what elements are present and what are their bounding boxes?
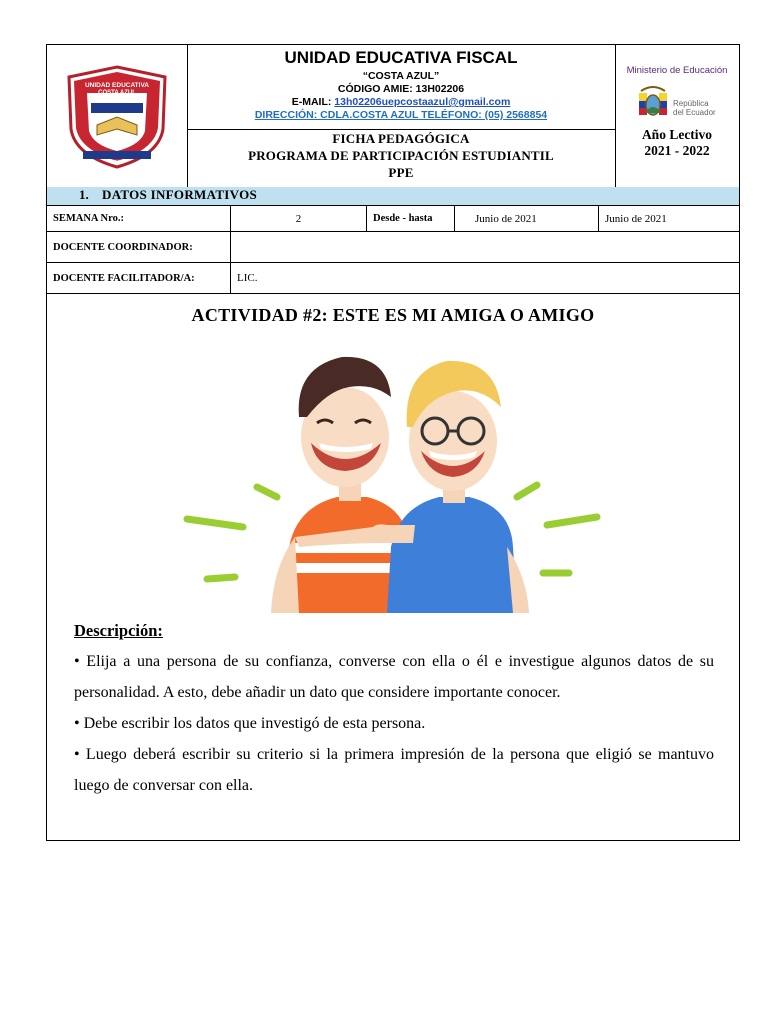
document-frame bbox=[46, 44, 740, 841]
description-title: Descripción: bbox=[74, 621, 163, 640]
coordinador-label: DOCENTE COORDINADOR: bbox=[47, 232, 231, 262]
republica-label bbox=[673, 99, 716, 117]
ficha-block bbox=[187, 130, 615, 181]
ano-lectivo bbox=[615, 127, 739, 159]
logo-text-2: COSTA AZUL bbox=[98, 90, 136, 96]
school-crest-icon bbox=[47, 45, 187, 187]
email-line bbox=[187, 96, 615, 108]
coordinador-value bbox=[231, 232, 739, 262]
ministry-cell bbox=[615, 45, 739, 187]
republica-line-1: República bbox=[673, 99, 709, 108]
datos-informativos-header bbox=[47, 187, 739, 206]
ecuador-coat-of-arms-icon bbox=[635, 83, 671, 123]
logo-year: 2016 bbox=[111, 160, 123, 166]
ano-value: 2021 - 2022 bbox=[644, 143, 710, 158]
email-link[interactable]: 13h02206uepcostaazul@gmail.com bbox=[334, 96, 511, 108]
facilitador-value: LIC. bbox=[237, 272, 258, 284]
facilitador-row bbox=[47, 263, 739, 294]
ano-label: Año Lectivo bbox=[641, 127, 713, 142]
ministerio-label: Ministerio de Educación bbox=[626, 65, 728, 76]
section-number: 1. bbox=[79, 187, 89, 202]
email-label: E-MAIL: bbox=[291, 96, 335, 108]
description-bullet-1: • Elija a una persona de su confianza, converse con ella o él e investigue algunos datos de su personalidad. A esto, debe añadir un dato que considere importante conocer. bbox=[74, 653, 714, 701]
address-line: DIRECCIÓN: CDLA.COSTA AZUL TELÉFONO: (05) 2568854 bbox=[254, 109, 548, 121]
semana-value: 2 bbox=[231, 206, 367, 231]
description-bullet-2: • Debe escribir los datos que investigó de esta persona. bbox=[74, 715, 426, 732]
semana-row bbox=[47, 206, 739, 232]
header-table bbox=[47, 45, 739, 188]
programa-title: PROGRAMA DE PARTICIPACIÓN ESTUDIANTIL bbox=[248, 148, 554, 163]
amie-code: CÓDIGO AMIE: 13H02206 bbox=[337, 83, 465, 95]
ficha-title: FICHA PEDAGÓGICA bbox=[332, 131, 470, 146]
ppe-title: PPE bbox=[388, 165, 414, 180]
two-friends-illustration-icon bbox=[177, 347, 607, 613]
facilitador-label: DOCENTE FACILITADOR/A: bbox=[47, 263, 231, 293]
desde-value: Junio de 2021 bbox=[455, 206, 599, 231]
school-name: UNIDAD EDUCATIVA FISCAL bbox=[284, 48, 518, 67]
republica-line-2: del Ecuador bbox=[673, 108, 716, 117]
school-info-cell bbox=[187, 45, 616, 187]
section-title: DATOS INFORMATIVOS bbox=[102, 187, 258, 202]
logo-text-1: UNIDAD EDUCATIVA bbox=[84, 82, 150, 89]
description-block bbox=[74, 615, 714, 801]
desde-label: Desde - hasta bbox=[367, 206, 455, 231]
coordinador-row bbox=[47, 232, 739, 263]
activity-title: ACTIVIDAD #2: ESTE ES MI AMIGA O AMIGO bbox=[191, 305, 595, 325]
semana-label: SEMANA Nro.: bbox=[47, 206, 231, 231]
description-bullet-3: • Luego deberá escribir su criterio si la primera impresión de la persona que eligió se mantuvo luego de conversar con ella. bbox=[74, 746, 714, 794]
hasta-value: Junio de 2021 bbox=[605, 212, 667, 225]
school-subname: “COSTA AZUL” bbox=[362, 70, 440, 82]
school-logo-cell bbox=[47, 45, 188, 187]
